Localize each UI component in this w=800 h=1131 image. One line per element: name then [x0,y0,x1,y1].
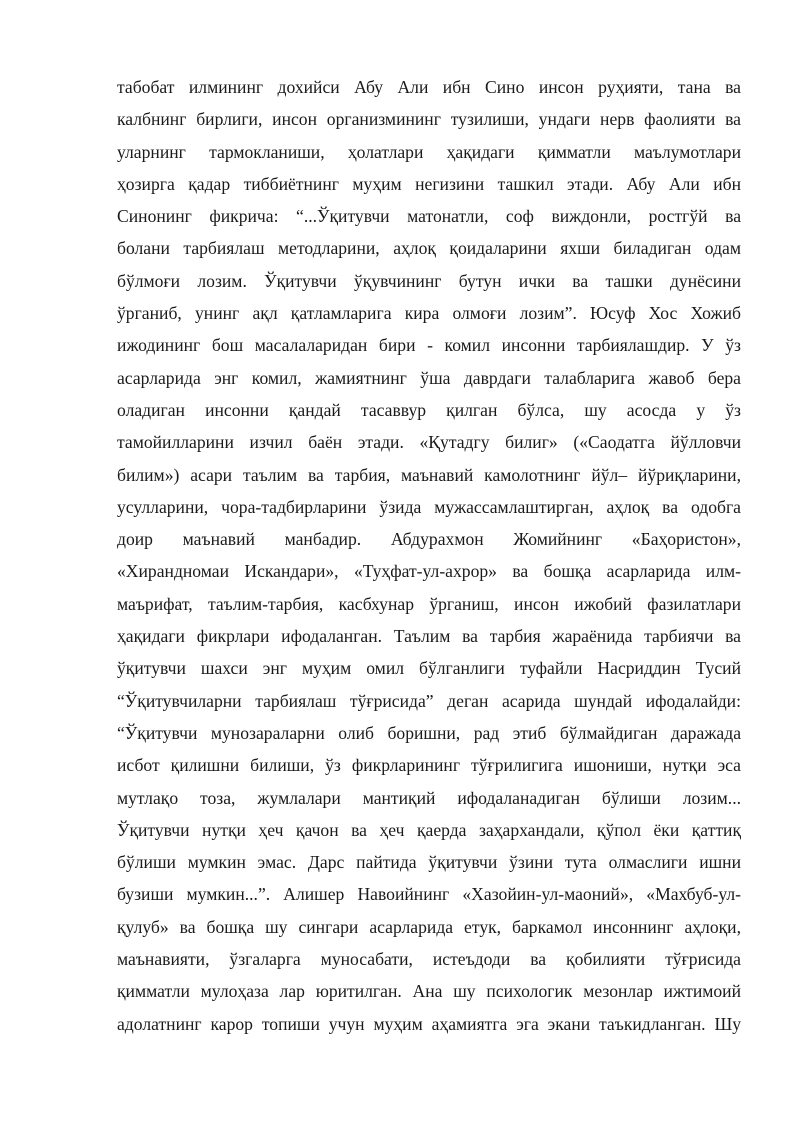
text-line: асарларида энг комил, жамиятнинг ўша даврдаги талабларига жавоб бера [117,367,741,388]
text-line: калбнинг бирлиги, инсон организмининг тузилиши, ундаги нерв фаолияти ва [117,109,741,130]
text-line: бўлмоғи лозим. Ўқитувчи ўқувчининг бутун ички ва ташки дунёсини [117,270,741,291]
text-line: адолатнинг карор топиши учун муҳим аҳамиятга эга экани таъкидланган. Шу [117,1013,741,1034]
text-line: тамойилларини изчил баён этади. «Қутадгу билиг» («Саодатга йўлловчи [117,432,741,453]
text-line: қимматли мулоҳаза лар юритилган. Ана шу психологик мезонлар ижтимоий [117,981,741,1002]
text-line: қулуб» ва бошқа шу сингари асарларида етук, баркамол инсоннинг аҳлоқи, [117,916,741,937]
text-line: “Ўқитувчиларни тарбиялаш тўғрисида” деган асарида шундай ифодалайди: [117,690,741,711]
text-line: “Ўқитувчи мунозараларни олиб боришни, рад этиб бўлмайдиган даражада [117,722,741,743]
text-line: болани тарбиялаш методларини, аҳлоқ қоидаларини яхши биладиган одам [117,238,741,259]
text-line: Ўқитувчи нутқи ҳеч қачон ва ҳеч қаерда заҳархандали, қўпол ёки қаттиқ [117,819,741,840]
text-line: Синонинг фикрича: “...Ўқитувчи матонатли, соф виждонли, ростгўй ва [117,206,741,227]
text-line: бўлиши мумкин эмас. Дарс пайтида ўқитувчи ўзини тута олмаслиги ишни [117,852,741,873]
text-line: ҳозирга қадар тиббиётнинг муҳим негизини ташкил этади. Абу Али ибн [117,173,741,194]
text-line: билим») асари таълим ва тарбия, маънавий камолотнинг йўл– йўриқларини, [117,464,741,485]
text-line: уларнинг тармокланиши, ҳолатлари ҳақидаги қимматли маълумотлари [117,141,741,162]
text-line: бузиши мумкин...”. Алишер Навоийнинг «Хазойин-ул-маоний», «Махбуб-ул- [117,884,741,905]
text-line: исбот қилишни билиши, ўз фикрларининг тўғрилигига ишониши, нутқи эса [117,755,741,776]
text-line: ўқитувчи шахси энг муҳим омил бўлганлиги туфайли Насриддин Тусий [117,658,741,679]
text-line: табобат илмининг дохийси Абу Али ибн Сино инсон руҳияти, тана ва [117,77,741,97]
text-line: доир маънавий манбадир. Абдурахмон Жомийнинг «Баҳористон», [117,529,741,550]
text-line: оладиган инсонни қандай тасаввур қилган бўлса, шу асосда у ўз [117,399,741,420]
text-line: маънавияти, ўзгаларга муносабати, истеъдоди ва қобилияти тўғрисида [117,949,741,970]
text-line: ижодининг бош масалаларидан бири - комил инсонни тарбиялашдир. У ўз [117,335,741,356]
text-line: ўрганиб, унинг ақл қатламларига кира олмоғи лозим”. Юсуф Хос Хожиб [117,303,741,324]
text-line: ҳақидаги фикрлари ифодаланган. Таълим ва тарбия жараёнида тарбиячи ва [117,626,741,647]
text-line: маърифат, таълим-тарбия, касбхунар ўрганиш, инсон ижобий фазилатлари [117,593,741,614]
body-paragraph [117,71,741,1040]
text-line: «Хирандномаи Искандари», «Туҳфат-ул-ахрор» ва бошқа асарларида илм- [117,561,741,582]
text-line: мутлақо тоза, жумлалари мантиқий ифодаланадиган бўлиши лозим... [117,787,741,808]
text-line: усулларини, чора-тадбирларини ўзида мужассамлаштирган, аҳлоқ ва одобга [117,496,741,517]
